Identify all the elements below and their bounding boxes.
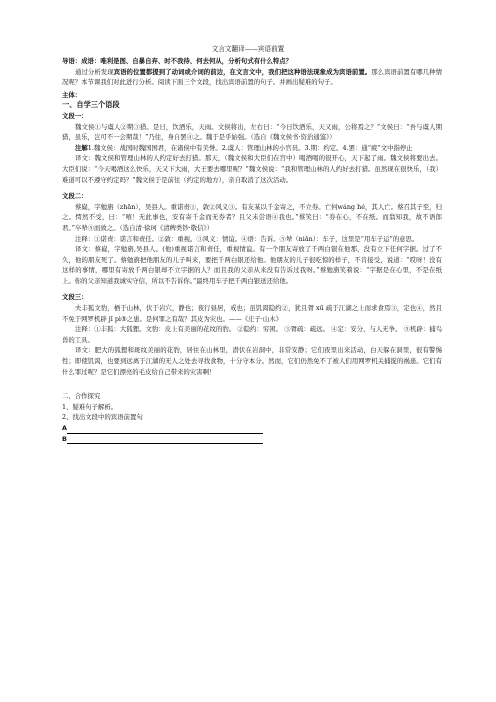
passage3-text: 夫丰狐文豹，栖于山林，伏于岩穴，静也；夜行昼居，戒也；虽饥渴隐约②，犹且胥 xū 疏于江湖之上而求食焉③，定也④，然且不免于网罗机辟 jī pì⑤之患。是何罪之有哉？其皮为灾也。——《庄子·山木》 — [62, 304, 442, 323]
passage1-notes — [62, 143, 442, 154]
passage1-label: 文段一： — [62, 111, 88, 120]
answer-field-a[interactable] — [67, 426, 263, 434]
subject-label: 主体： — [62, 90, 82, 99]
passage3-translation: 译文：肥大的狐狸和斑纹美丽的花豹，居住在山林里，潜伏在岩洞中，非常安静；它们夜里出来活动，白天躲在洞里，很有警惕性；即使饥渴，也要到远离于江湖的无人之处去寻找食物，十分守本分。然而，它们仍然免不了被人们用网罗机关捕捉的祸患。它们有什么罪过呢？是它们漂亮的毛皮给自己带来的灾害啊！ — [62, 346, 442, 376]
task2: 2、找出文段中的宾语前置句 — [62, 413, 143, 422]
guide-label: 导语：成语：唯利是图、自暴自弃、时不我待、何去何从，分析句式有什么特点？ — [62, 57, 293, 65]
passage2-notes: 注释：①诺责：诺言和责任。②敦：重视。③风义：情谊。④语：告诉。⑤辇（niǎn）：车子，这里是“用车子运”的意思。 — [75, 234, 419, 243]
answer-line-a — [62, 423, 442, 434]
passage2-text: 蔡嶷，字勉旃（zhān），吴县人。重诺责①，敦②风义③。有友某以千金寄之，不立券。亡何wáng hé，其人亡。蔡召其子至，归之。愕然不受，曰：“嘻！无此事也，安有寄千金而无券者？且父未尝语④我也。”蔡笑曰：“券在心，不在纸。而翁知我，故不语郎君。”卒辇⑤而致之。（选自清·徐珂《清稗类钞·敬信》） — [62, 202, 442, 232]
passage1-text: 魏文侯①与虞人②期③猎。是日，饮酒乐，天雨。文侯将出，左右曰：“今日饮酒乐，天又雨，公将焉之？”文侯曰：“吾与虞人期猎，虽乐，岂可不一会期哉！”乃往，身自罢④之。魏于是乎始强。（选自《魏文侯书·资治通鉴》） — [62, 122, 442, 142]
passage1-notes-text: 1.魏文侯：战国时魏国国君，在诸侯中有美誉。2.虞人：管理山林的小官员。3.期：约定。4.罢：通“疲”文中指停止 — [87, 143, 413, 152]
passage3-label: 文段三： — [62, 293, 88, 302]
task1: 1、疑难句子解析。 — [62, 402, 118, 411]
section2-heading: 二、合作探究 — [62, 392, 101, 401]
passage1-translation: 译文：魏文侯和管理山林的人约定好去打猎。那天，（魏文侯和大臣们在宫中）喝酒喝的很开心，天下起了雨。魏文侯将要出去。大臣们说：“今天喝酒这么快乐，天又下大雨，大王要去哪里呢？”魏文侯说：“我和管理山林的人约好去打猎。虽然现在很快乐，（我）难道可以不遵守约定吗？”魏文侯于是前往（约定的地方），亲自取消了这次活动。 — [62, 154, 442, 184]
intro-part1: 通过分析发现 — [75, 67, 114, 76]
answer-field-b[interactable] — [67, 436, 263, 444]
notes-label: 注解 — [75, 143, 88, 152]
section1-heading: 一、自学三个语段 — [62, 100, 120, 110]
blank-a-label: A — [62, 424, 67, 432]
document-body — [62, 56, 442, 444]
doc-title: 文言文翻译——宾语前置 — [211, 45, 285, 53]
passage2-label: 文段二： — [62, 192, 88, 201]
intro-part2: 那么宾语前置有哪几种情况呢？本节课我们对此进行分析。阅读下面三个文段，找出宾语前置的句子。并画出疑难的句子。 — [62, 67, 443, 87]
intro-paragraph — [62, 67, 442, 88]
intro-bold: 宾语的位置都提到了动词或介词的前边，在文言文中，我们把这种语法现象成为宾语前置。 — [113, 67, 372, 76]
answer-line-b — [62, 434, 442, 445]
passage3-notes: 注释：①丰狐：大狐狸。文豹：皮上有美丽的花纹的豹。 ②隐约：穷困。 ③胥疏：疏远。 ④定：安分，与人无争。 ⑤机辟：捕鸟兽的工具。 — [62, 325, 442, 344]
passage2-translation: 译文：蔡嶷，字勉旃,吴县人。(他)重视诺言和责任，重视情谊。有一个朋友寄放了千两白银在他那，没有立下任何字据。过了不久，他的朋友死了。蔡勉旃把他朋友的儿子叫来，要把千两白银还给他。他朋友的儿子很吃惊的样子，不肯接受，说道：“哎呀！没有这样的事情，哪里有寄放千两白银却不立字据的人？而且我的父亲从来没有告诉过我呀。”蔡勉旃笑着说：“字据是在心里，不是在纸上。你的父亲知道我诚实守信，所以不告诉你。”最终用车子把千两白银送还给他。 — [62, 245, 442, 285]
blank-b-label: B — [62, 434, 67, 443]
